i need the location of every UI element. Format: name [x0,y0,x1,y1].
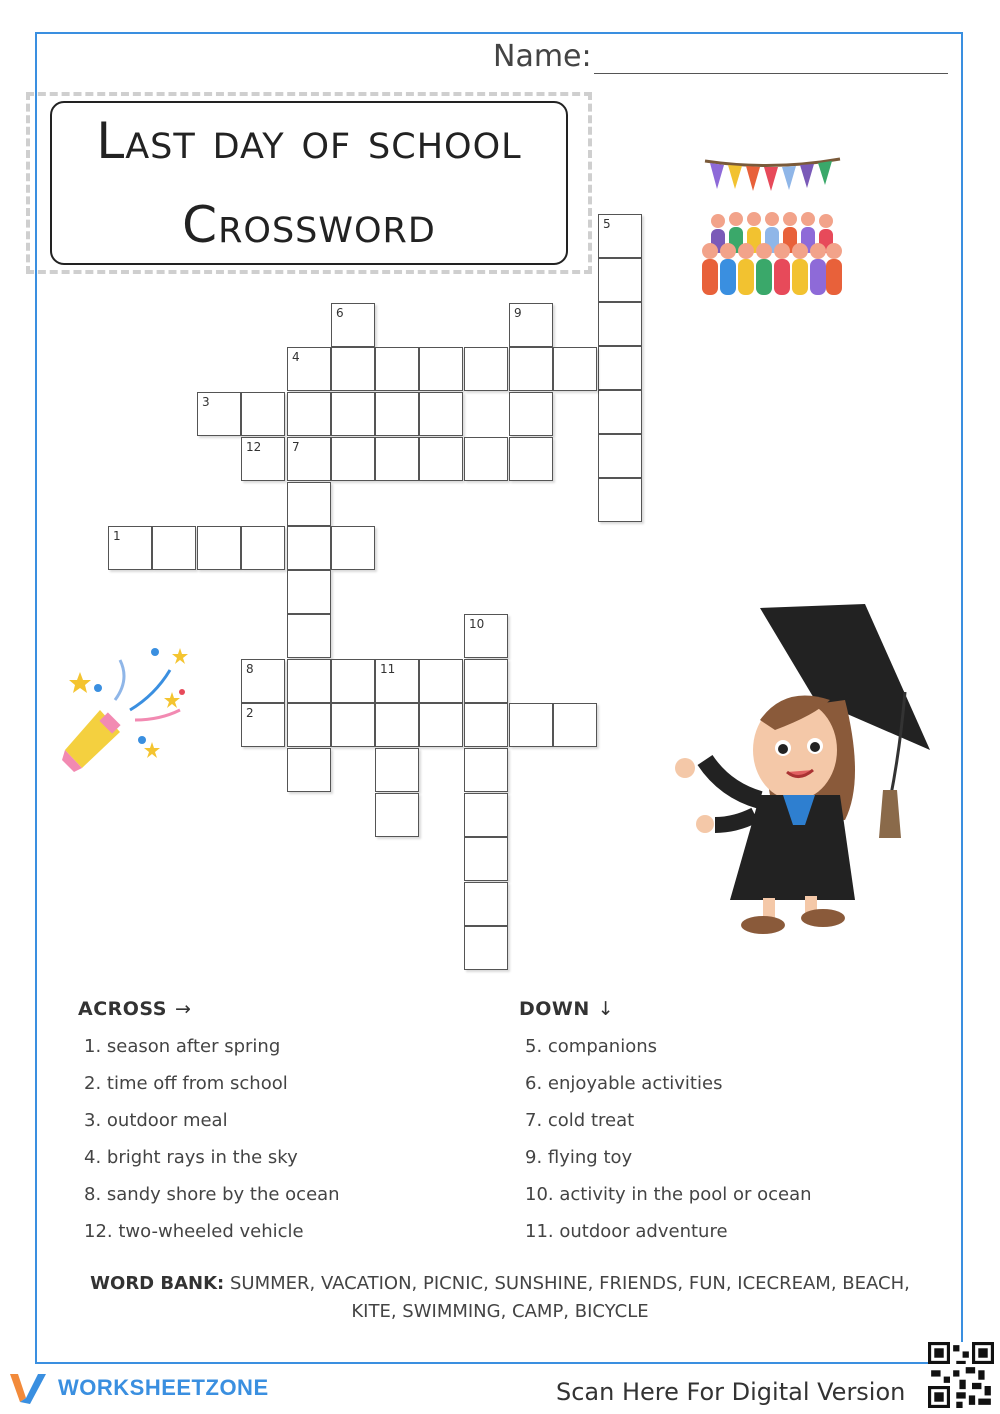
crossword-cell[interactable] [331,303,375,347]
down-clue-10: 10. activity in the pool or ocean [525,1184,812,1205]
crossword-cell[interactable] [419,437,463,481]
crossword-cell[interactable] [598,214,642,258]
brand-name: WORKSHEETZONE [58,1375,269,1400]
crossword-cell[interactable] [287,347,331,391]
crossword-cell[interactable] [331,392,375,436]
crossword-cell[interactable] [464,837,508,881]
logo-mark-icon [10,1372,52,1404]
crossword-cell[interactable] [419,392,463,436]
crossword-cell[interactable] [331,659,375,703]
down-clue-7: 7. cold treat [525,1110,635,1131]
crossword-cell[interactable] [108,526,152,570]
crossword-cell[interactable] [331,437,375,481]
title-line-1: Last day of school [96,112,522,170]
crossword-cell[interactable] [464,437,508,481]
title-box [50,101,568,265]
clue-number: 9 [514,306,522,320]
crossword-cell[interactable] [464,659,508,703]
across-clue-2: 2. time off from school [84,1073,288,1094]
across-heading: ACROSS → [78,998,192,1020]
word-bank [80,1270,920,1326]
crossword-cell[interactable] [241,392,285,436]
down-clue-6: 6. enjoyable activities [525,1073,723,1094]
crossword-cell[interactable] [287,482,331,526]
crossword-cell[interactable] [197,392,241,436]
qr-code-icon[interactable] [928,1342,994,1408]
crossword-cell[interactable] [464,926,508,970]
clue-number: 5 [603,217,611,231]
crossword-cell[interactable] [419,347,463,391]
crossword-cell[interactable] [598,478,642,522]
crossword-cell[interactable] [598,434,642,478]
crossword-cell[interactable] [509,392,553,436]
party-crowd-illustration [700,155,845,300]
crossword-cell[interactable] [598,302,642,346]
clue-number: 6 [336,306,344,320]
clue-number: 11 [380,662,396,676]
across-clue-12: 12. two-wheeled vehicle [84,1221,304,1242]
crossword-cell[interactable] [287,392,331,436]
crossword-cell[interactable] [509,303,553,347]
crossword-cell[interactable] [375,793,419,837]
crossword-cell[interactable] [553,347,597,391]
graduate-girl-illustration [665,600,940,940]
crossword-cell[interactable] [241,437,285,481]
crossword-cell[interactable] [287,703,331,747]
clue-number: 1 [113,529,121,543]
across-clue-4: 4. bright rays in the sky [84,1147,298,1168]
crossword-cell[interactable] [464,748,508,792]
crossword-cell[interactable] [464,703,508,747]
crossword-cell[interactable] [509,347,553,391]
crossword-cell[interactable] [464,614,508,658]
right-arrow-icon: → [174,998,192,1020]
crossword-cell[interactable] [464,347,508,391]
crossword-cell[interactable] [241,703,285,747]
name-underline [594,45,948,74]
down-clue-5: 5. companions [525,1036,658,1057]
crossword-cell[interactable] [375,703,419,747]
crossword-cell[interactable] [197,526,241,570]
clue-number: 4 [292,350,300,364]
crossword-cell[interactable] [375,437,419,481]
clue-number: 2 [246,706,254,720]
party-popper-icon [60,640,195,775]
crossword-cell[interactable] [287,614,331,658]
down-arrow-icon: ↓ [597,998,615,1020]
crossword-cell[interactable] [598,258,642,302]
crossword-cell[interactable] [375,347,419,391]
crossword-cell[interactable] [331,526,375,570]
down-clue-11: 11. outdoor adventure [525,1221,728,1242]
clue-number: 8 [246,662,254,676]
clue-number: 12 [246,440,262,454]
word-bank-words: SUMMER, VACATION, PICNIC, SUNSHINE, FRIENDS, FUN, ICECREAM, BEACH, KITE, SWIMMING, CAMP, BICYCLE [229,1273,910,1322]
worksheetzone-logo[interactable] [10,1372,269,1404]
crossword-cell[interactable] [375,392,419,436]
name-field[interactable] [493,38,948,74]
crossword-cell[interactable] [287,748,331,792]
word-bank-label: WORD BANK: [90,1273,225,1294]
across-clue-1: 1. season after spring [84,1036,281,1057]
across-clue-8: 8. sandy shore by the ocean [84,1184,340,1205]
crossword-cell[interactable] [152,526,196,570]
crossword-cell[interactable] [287,526,331,570]
crossword-cell[interactable] [241,526,285,570]
crossword-cell[interactable] [375,748,419,792]
across-clue-3: 3. outdoor meal [84,1110,228,1131]
crossword-cell[interactable] [598,346,642,390]
crossword-cell[interactable] [419,703,463,747]
crossword-cell[interactable] [464,882,508,926]
down-clue-9: 9. flying toy [525,1147,633,1168]
crossword-cell[interactable] [509,703,553,747]
crossword-cell[interactable] [375,659,419,703]
clue-number: 3 [202,395,210,409]
crossword-cell[interactable] [287,659,331,703]
crossword-cell[interactable] [509,437,553,481]
crossword-cell[interactable] [287,437,331,481]
crossword-cell[interactable] [331,703,375,747]
down-heading: DOWN ↓ [519,998,615,1020]
clue-number: 10 [469,617,485,631]
crossword-cell[interactable] [331,347,375,391]
clue-number: 7 [292,440,300,454]
crossword-cell[interactable] [464,793,508,837]
crossword-cell[interactable] [419,659,463,703]
crossword-cell[interactable] [598,390,642,434]
crossword-cell[interactable] [241,659,285,703]
scan-instruction: Scan Here For Digital Version [556,1378,906,1406]
name-label: Name: [493,39,592,74]
crossword-cell[interactable] [553,703,597,747]
title-line-2: Crossword [182,196,436,254]
crossword-cell[interactable] [287,570,331,614]
